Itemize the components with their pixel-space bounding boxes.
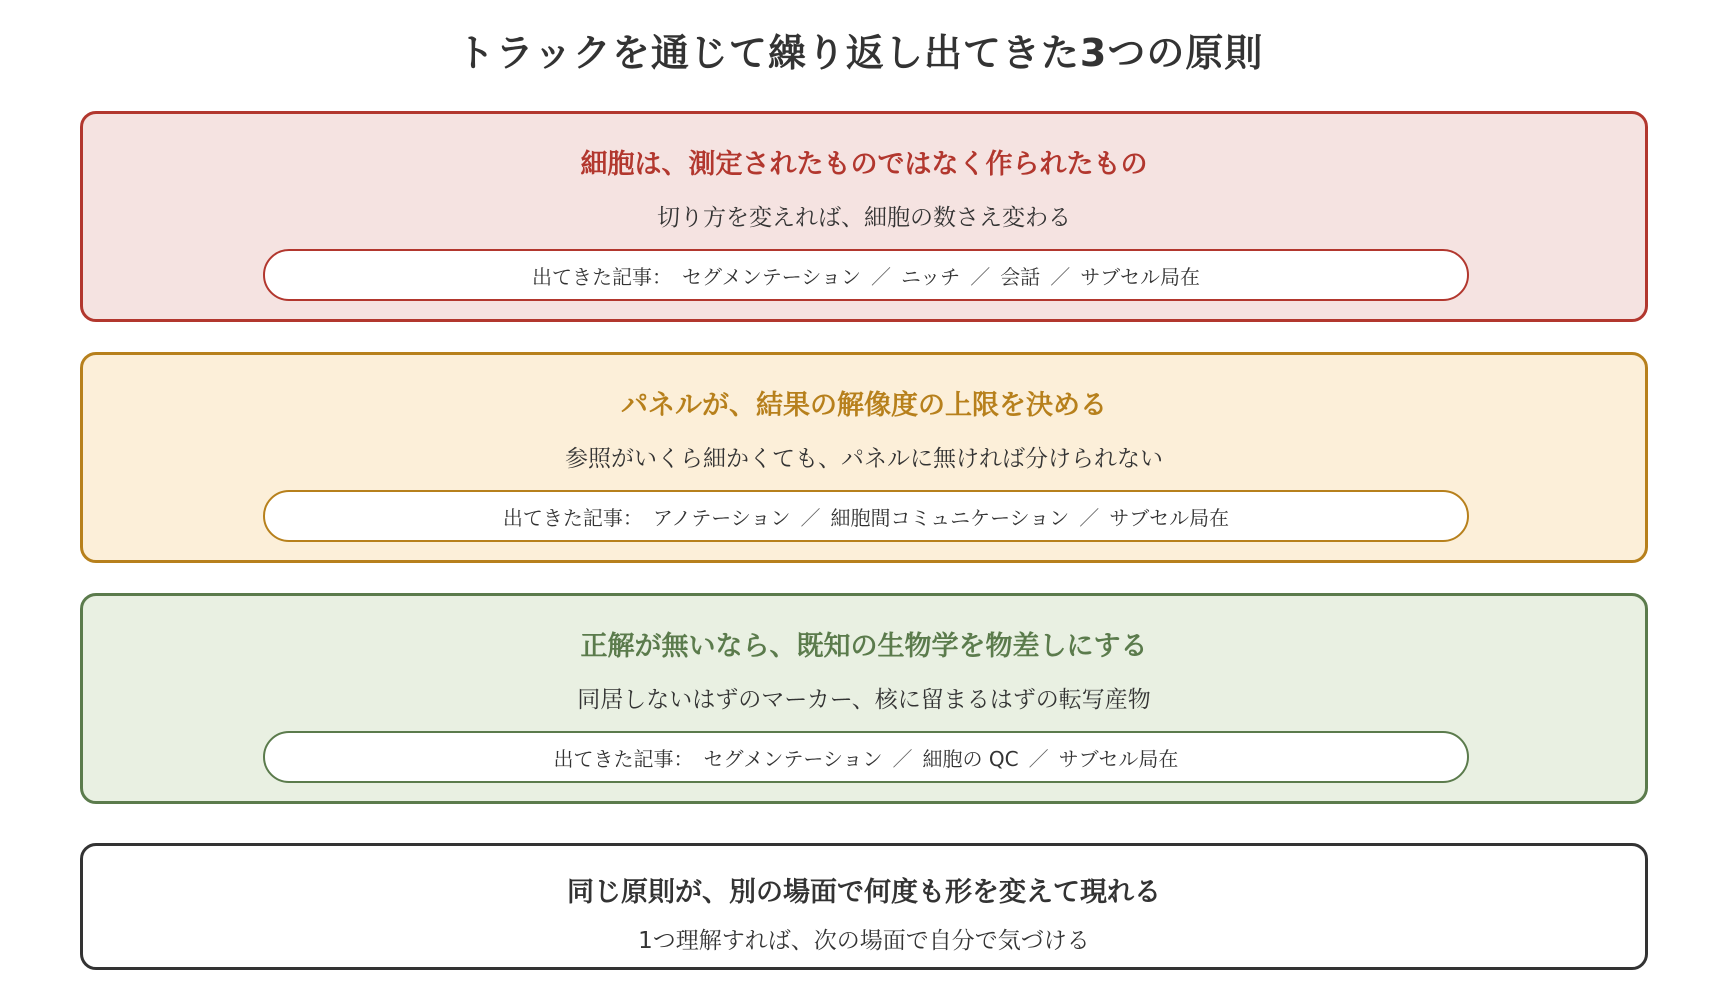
article-tag: ニッチ — [900, 264, 961, 289]
principle-3-articles — [263, 731, 1469, 783]
article-tag: サブセル局在 — [1080, 264, 1200, 289]
principle-2-articles — [263, 490, 1469, 542]
article-separator: ／ — [800, 505, 821, 530]
principle-2-subtext: 参照がいくら細かくても、パネルに無ければ分けられない — [565, 446, 1163, 472]
summary-subtext: 1つ理解すれば、次の場面で自分で気づける — [638, 928, 1090, 954]
article-tag: 細胞間コミュニケーション — [830, 505, 1070, 530]
principle-3-subtext: 同居しないはずのマーカー、核に留まるはずの転写産物 — [577, 687, 1151, 713]
articles-label: 出てきた記事： — [553, 746, 694, 771]
articles-label: 出てきた記事： — [502, 505, 643, 530]
page-title: トラックを通じて繰り返し出てきた3つの原則 — [456, 31, 1264, 75]
article-separator: ／ — [870, 264, 891, 289]
article-separator: ／ — [1079, 505, 1100, 530]
article-separator: ／ — [1028, 746, 1049, 771]
principle-3-heading: 正解が無いなら、既知の生物学を物差しにする — [580, 631, 1148, 662]
article-tag: 細胞の QC — [922, 746, 1019, 771]
principle-2-heading: パネルが、結果の解像度の上限を決める — [621, 390, 1107, 421]
article-separator: ／ — [1050, 264, 1071, 289]
summary-heading: 同じ原則が、別の場面で何度も形を変えて現れる — [567, 877, 1161, 908]
article-tag: セグメンテーション — [681, 264, 861, 289]
principle-1-heading: 細胞は、測定されたものではなく作られたもの — [580, 149, 1148, 180]
principle-card-1 — [80, 111, 1648, 322]
articles-label: 出てきた記事： — [531, 264, 672, 289]
article-tag: セグメンテーション — [703, 746, 883, 771]
summary-card — [80, 843, 1648, 970]
article-tag: 会話 — [1000, 264, 1041, 289]
article-separator: ／ — [970, 264, 991, 289]
article-tag: アノテーション — [652, 505, 791, 530]
article-separator: ／ — [892, 746, 913, 771]
principle-1-subtext: 切り方を変えれば、細胞の数さえ変わる — [657, 205, 1071, 231]
principle-card-3 — [80, 593, 1648, 804]
article-tag: サブセル局在 — [1109, 505, 1230, 530]
principle-card-2 — [80, 352, 1648, 563]
article-tag: サブセル局在 — [1058, 746, 1179, 771]
principle-1-articles — [263, 249, 1469, 301]
